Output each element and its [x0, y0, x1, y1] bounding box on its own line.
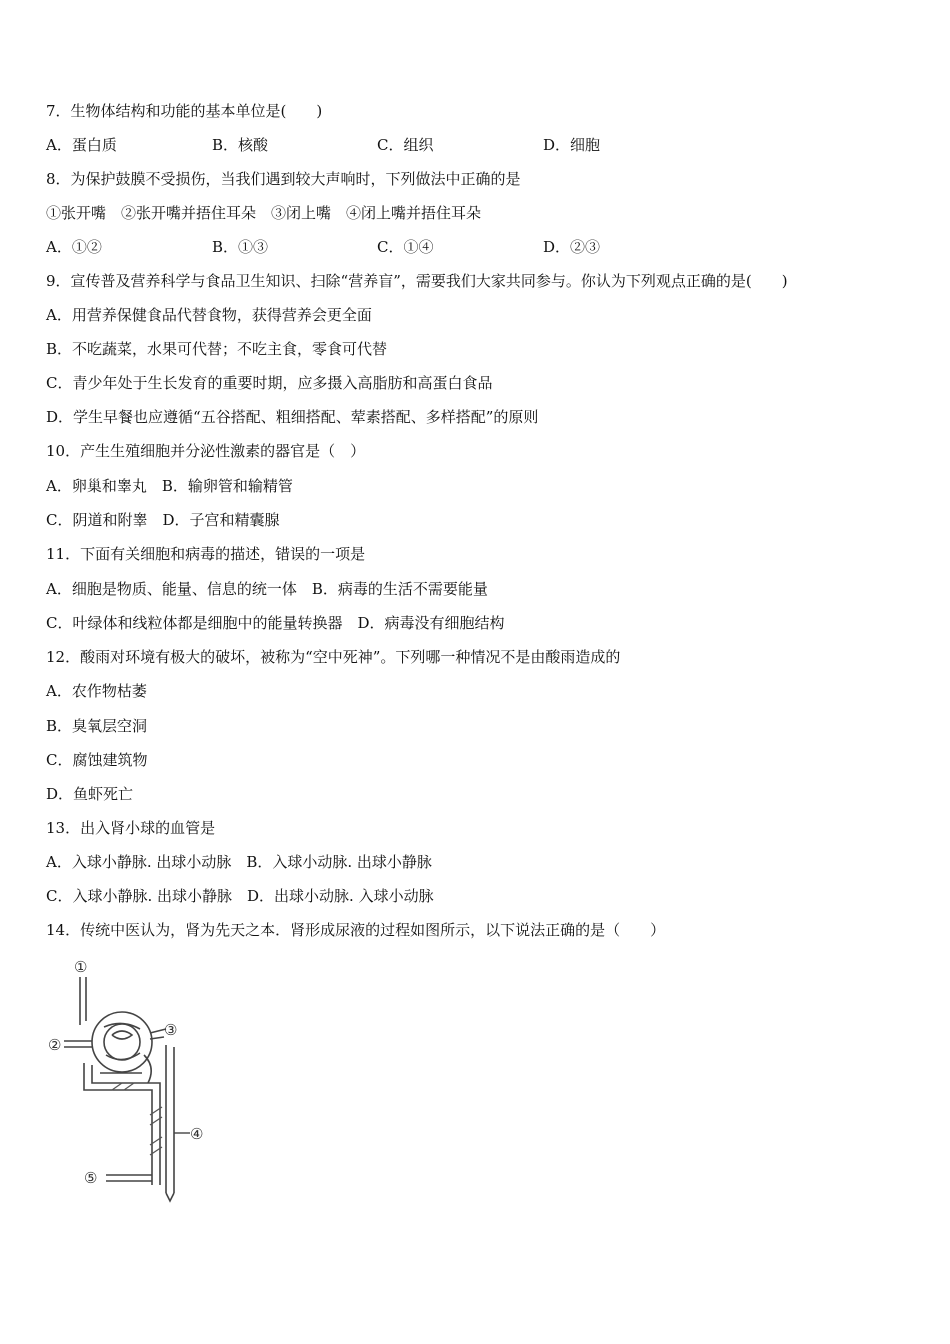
diagram-label-5: ⑤: [84, 1169, 98, 1187]
q8-stem: 8．为保护鼓膜不受损伤，当我们遇到较大声响时，下列做法中正确的是: [46, 170, 521, 188]
q13-options-ab: A．入球小静脉. 出球小动脉 B．入球小动脉. 出球小静脉: [46, 853, 432, 871]
diagram-label-3: ③: [164, 1021, 178, 1039]
diagram-label-2: ②: [48, 1036, 62, 1054]
q12-option-a: A．农作物枯萎: [46, 682, 147, 700]
q13-stem: 13．出入肾小球的血管是: [46, 819, 216, 837]
q7-option-b: B．核酸: [212, 136, 269, 154]
q9-stem: 9．宣传普及营养科学与食品卫生知识、扫除“营养盲”，需要我们大家共同参与。你认为下列观点正确的是( ): [46, 272, 788, 290]
q7-option-c: C．组织: [377, 136, 434, 154]
q11-options-ab: A．细胞是物质、能量、信息的统一体 B．病毒的生活不需要能量: [46, 580, 488, 598]
q14-stem: 14．传统中医认为，肾为先天之本．肾形成尿液的过程如图所示，以下说法正确的是（ ）: [46, 921, 666, 939]
q8-option-d: D．②③: [543, 238, 601, 256]
q13-options-cd: C．入球小静脉. 出球小静脉 D．出球小动脉. 入球小动脉: [46, 887, 434, 905]
q9-option-a: A．用营养保健食品代替食物，获得营养会更全面: [46, 306, 372, 324]
diagram-label-4: ④: [190, 1125, 204, 1143]
q9-option-c: C．青少年处于生长发育的重要时期，应多摄入高脂肪和高蛋白食品: [46, 374, 493, 392]
q8-items: ①张开嘴 ②张开嘴并捂住耳朵 ③闭上嘴 ④闭上嘴并捂住耳朵: [46, 204, 482, 222]
q7-option-d: D．细胞: [543, 136, 601, 154]
q7-stem: 7．生物体结构和功能的基本单位是( ): [46, 102, 323, 120]
diagram-label-1: ①: [74, 958, 88, 976]
q8-option-c: C．①④: [377, 238, 434, 256]
q11-stem: 11．下面有关细胞和病毒的描述，错误的一项是: [46, 545, 366, 563]
q9-option-d: D．学生早餐也应遵循“五谷搭配、粗细搭配、荤素搭配、多样搭配”的原则: [46, 408, 539, 426]
q10-options-ab: A．卵巢和睾丸 B．输卵管和输精管: [46, 477, 293, 495]
q10-stem: 10．产生生殖细胞并分泌性激素的器官是（ ）: [46, 442, 366, 460]
q12-option-d: D．鱼虾死亡: [46, 785, 134, 803]
q12-stem: 12．酸雨对环境有极大的破坏，被称为“空中死神”。下列哪一种情况不是由酸雨造成的: [46, 648, 621, 666]
q9-option-b: B．不吃蔬菜，水果可代替；不吃主食，零食可代替: [46, 340, 388, 358]
q11-options-cd: C．叶绿体和线粒体都是细胞中的能量转换器 D．病毒没有细胞结构: [46, 614, 505, 632]
q12-option-c: C．腐蚀建筑物: [46, 751, 148, 769]
q8-option-a: A．①②: [46, 238, 102, 256]
q7-option-a: A．蛋白质: [46, 136, 117, 154]
q12-option-b: B．臭氧层空洞: [46, 717, 148, 735]
q8-option-b: B．①③: [212, 238, 269, 256]
nephron-diagram: [44, 955, 214, 1205]
q10-options-cd: C．阴道和附睾 D．子宫和精囊腺: [46, 511, 280, 529]
